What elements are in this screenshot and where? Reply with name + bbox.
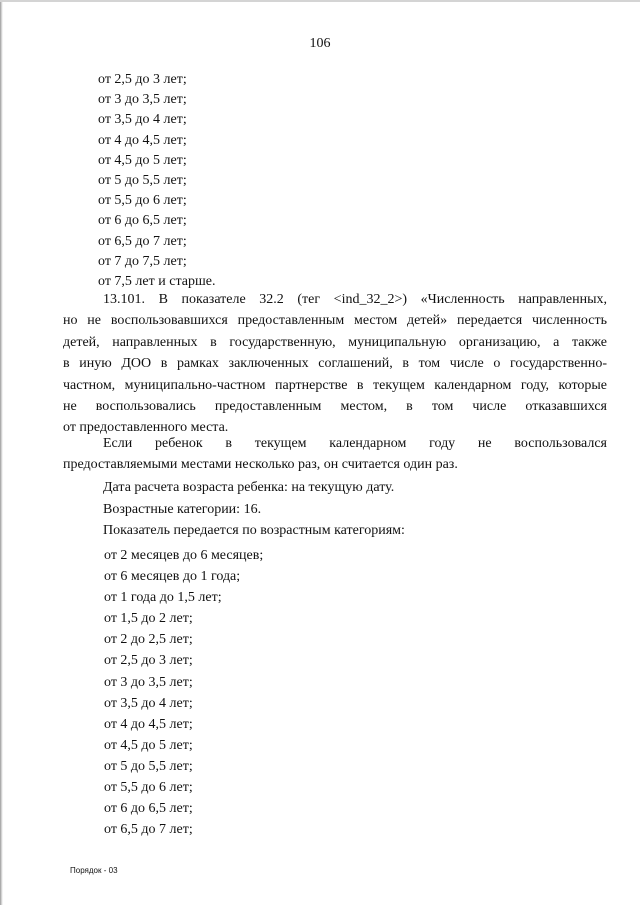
list-item: от 5 до 5,5 лет; xyxy=(98,173,187,189)
list-item: от 3 до 3,5 лет; xyxy=(98,92,187,108)
list-item: от 1 года до 1,5 лет; xyxy=(104,590,222,606)
list-item: от 6 до 6,5 лет; xyxy=(104,801,193,817)
list-item: от 4,5 до 5 лет; xyxy=(98,152,187,168)
list-item: от 2 до 2,5 лет; xyxy=(104,632,193,648)
paragraph-line: предоставляемыми местами несколько раз, он считается один раз. xyxy=(63,457,458,472)
section-13-101-paragraph xyxy=(63,289,607,439)
paragraph-line: не воспользовались предоставленным местом, в том числе отказавшихся xyxy=(63,398,607,414)
list-item: от 5,5 до 6 лет; xyxy=(104,780,193,796)
list-item: от 1,5 до 2 лет; xyxy=(104,611,193,627)
note-paragraph xyxy=(63,433,607,475)
list-item: от 4 до 4,5 лет; xyxy=(98,132,187,148)
scan-edge-top xyxy=(0,0,640,2)
list-item: от 4,5 до 5 лет; xyxy=(104,737,193,753)
list-item: от 2 месяцев до 6 месяцев; xyxy=(104,548,264,563)
list-item: от 6 месяцев до 1 года; xyxy=(104,569,241,585)
list-item: от 3 до 3,5 лет; xyxy=(104,674,193,690)
list-item: от 5,5 до 6 лет; xyxy=(98,193,187,209)
transfer-intro-line: Показатель передается по возрастным категориям: xyxy=(103,523,405,538)
list-item: от 2,5 до 3 лет; xyxy=(104,653,193,669)
list-item: от 6,5 до 7 лет; xyxy=(104,822,193,838)
paragraph-line: но не воспользовавшихся предоставленным местом детей» передается численность xyxy=(63,313,607,329)
list-item: от 6 до 6,5 лет; xyxy=(98,213,187,229)
paragraph-line: детей, направленных в государственную, муниципальную организацию, а также xyxy=(63,334,607,350)
calc-date-line: Дата расчета возраста ребенка: на текущую дату. xyxy=(103,480,395,495)
list-item: от 5 до 5,5 лет; xyxy=(104,758,193,774)
paragraph-line: в иную ДОО в рамках заключенных соглашений, в том числе о государственно- xyxy=(63,356,607,372)
list-item: от 3,5 до 4 лет; xyxy=(104,695,193,711)
age-categories-line: Возрастные категории: 16. xyxy=(103,502,262,517)
footer-label: Порядок - 03 xyxy=(70,866,118,875)
list-item: от 7,5 лет и старше. xyxy=(98,274,216,290)
scan-edge-left xyxy=(0,0,3,905)
list-item: от 2,5 до 3 лет; xyxy=(98,72,187,87)
age-list-continued xyxy=(98,70,215,292)
paragraph-line: Если ребенок в текущем календарном году не воспользовался xyxy=(103,436,607,451)
page-number: 106 xyxy=(309,36,331,51)
list-item: от 6,5 до 7 лет; xyxy=(98,233,187,249)
paragraph-line: частном, муниципально-частном партнерстве в текущем календарном году, которые xyxy=(63,377,607,393)
paragraph-line: 13.101. В показателе 32.2 (тег <ind_32_2>) «Численность направленных, xyxy=(103,292,607,307)
list-item: от 3,5 до 4 лет; xyxy=(98,112,187,128)
paragraph-line: от предоставленного места. xyxy=(63,420,229,436)
list-item: от 4 до 4,5 лет; xyxy=(104,716,193,732)
age-categories-list xyxy=(104,545,263,840)
list-item: от 7 до 7,5 лет; xyxy=(98,253,187,269)
